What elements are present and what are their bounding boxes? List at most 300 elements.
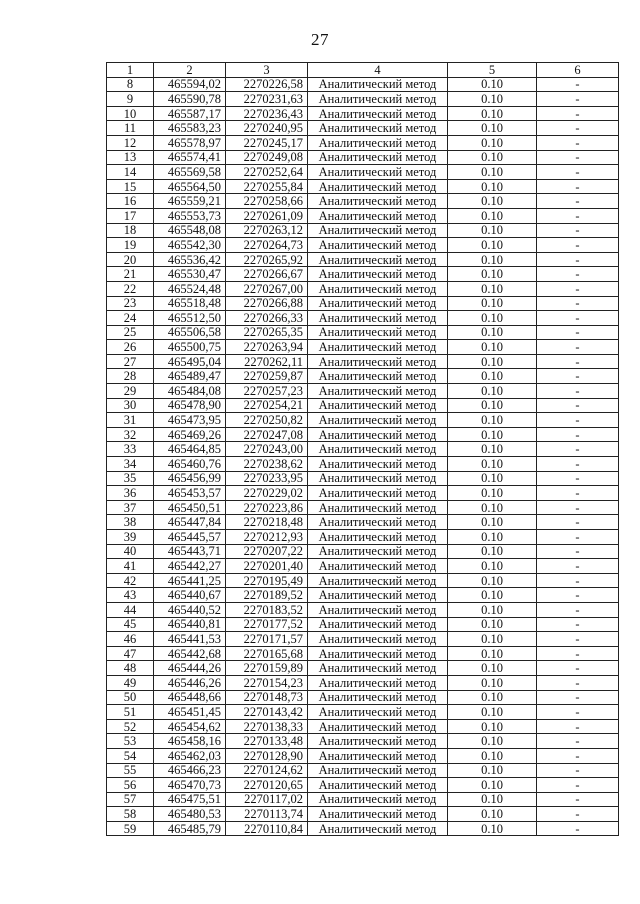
note-cell: - xyxy=(537,617,619,632)
table-row xyxy=(107,121,619,136)
point-number-cell: 53 xyxy=(107,734,154,749)
x-coordinate-cell: 465569,58 xyxy=(154,165,226,180)
y-coordinate-cell: 2270165,68 xyxy=(226,646,308,661)
table-row xyxy=(107,267,619,282)
method-cell: Аналитический метод xyxy=(308,675,448,690)
page-number: 27 xyxy=(311,30,329,49)
y-coordinate-cell: 2270245,17 xyxy=(226,135,308,150)
point-number-cell: 45 xyxy=(107,617,154,632)
method-cell: Аналитический метод xyxy=(308,821,448,836)
point-number-cell: 18 xyxy=(107,223,154,238)
y-coordinate-cell: 2270262,11 xyxy=(226,354,308,369)
x-coordinate-cell: 465456,99 xyxy=(154,471,226,486)
method-cell: Аналитический метод xyxy=(308,632,448,647)
note-cell: - xyxy=(537,719,619,734)
method-cell: Аналитический метод xyxy=(308,194,448,209)
accuracy-cell: 0.10 xyxy=(448,807,537,822)
table-row xyxy=(107,748,619,763)
accuracy-cell: 0.10 xyxy=(448,705,537,720)
y-coordinate-cell: 2270258,66 xyxy=(226,194,308,209)
point-number-cell: 49 xyxy=(107,675,154,690)
table-row xyxy=(107,281,619,296)
method-cell: Аналитический метод xyxy=(308,427,448,442)
y-coordinate-cell: 2270263,94 xyxy=(226,340,308,355)
y-coordinate-cell: 2270218,48 xyxy=(226,515,308,530)
accuracy-cell: 0.10 xyxy=(448,675,537,690)
note-cell: - xyxy=(537,267,619,282)
table-row xyxy=(107,763,619,778)
accuracy-cell: 0.10 xyxy=(448,252,537,267)
y-coordinate-cell: 2270189,52 xyxy=(226,588,308,603)
point-number-cell: 37 xyxy=(107,500,154,515)
x-coordinate-cell: 465478,90 xyxy=(154,398,226,413)
y-coordinate-cell: 2270266,33 xyxy=(226,311,308,326)
x-coordinate-cell: 465548,08 xyxy=(154,223,226,238)
accuracy-cell: 0.10 xyxy=(448,457,537,472)
y-coordinate-cell: 2270265,92 xyxy=(226,252,308,267)
table-row xyxy=(107,106,619,121)
point-number-cell: 40 xyxy=(107,544,154,559)
accuracy-cell: 0.10 xyxy=(448,778,537,793)
point-number-cell: 58 xyxy=(107,807,154,822)
method-cell: Аналитический метод xyxy=(308,778,448,793)
y-coordinate-cell: 2270143,42 xyxy=(226,705,308,720)
x-coordinate-cell: 465444,26 xyxy=(154,661,226,676)
point-number-cell: 38 xyxy=(107,515,154,530)
method-cell: Аналитический метод xyxy=(308,617,448,632)
x-coordinate-cell: 465485,79 xyxy=(154,821,226,836)
note-cell: - xyxy=(537,544,619,559)
note-cell: - xyxy=(537,530,619,545)
method-cell: Аналитический метод xyxy=(308,544,448,559)
note-cell: - xyxy=(537,646,619,661)
point-number-cell: 52 xyxy=(107,719,154,734)
table-row xyxy=(107,705,619,720)
table-row xyxy=(107,442,619,457)
x-coordinate-cell: 465453,57 xyxy=(154,486,226,501)
x-coordinate-cell: 465518,48 xyxy=(154,296,226,311)
y-coordinate-cell: 2270223,86 xyxy=(226,500,308,515)
y-coordinate-cell: 2270255,84 xyxy=(226,179,308,194)
y-coordinate-cell: 2270110,84 xyxy=(226,821,308,836)
method-cell: Аналитический метод xyxy=(308,369,448,384)
point-number-cell: 55 xyxy=(107,763,154,778)
note-cell: - xyxy=(537,734,619,749)
x-coordinate-cell: 465578,97 xyxy=(154,135,226,150)
accuracy-cell: 0.10 xyxy=(448,165,537,180)
table-row xyxy=(107,77,619,92)
y-coordinate-cell: 2270226,58 xyxy=(226,77,308,92)
note-cell: - xyxy=(537,763,619,778)
point-number-cell: 22 xyxy=(107,281,154,296)
note-cell: - xyxy=(537,792,619,807)
note-cell: - xyxy=(537,252,619,267)
x-coordinate-cell: 465542,30 xyxy=(154,238,226,253)
column-header: 6 xyxy=(537,63,619,78)
accuracy-cell: 0.10 xyxy=(448,340,537,355)
x-coordinate-cell: 465536,42 xyxy=(154,252,226,267)
x-coordinate-cell: 465458,16 xyxy=(154,734,226,749)
x-coordinate-cell: 465530,47 xyxy=(154,267,226,282)
accuracy-cell: 0.10 xyxy=(448,471,537,486)
y-coordinate-cell: 2270159,89 xyxy=(226,661,308,676)
point-number-cell: 54 xyxy=(107,748,154,763)
y-coordinate-cell: 2270124,62 xyxy=(226,763,308,778)
point-number-cell: 43 xyxy=(107,588,154,603)
table-row xyxy=(107,690,619,705)
table-row xyxy=(107,311,619,326)
x-coordinate-cell: 465464,85 xyxy=(154,442,226,457)
point-number-cell: 32 xyxy=(107,427,154,442)
table-row xyxy=(107,398,619,413)
accuracy-cell: 0.10 xyxy=(448,632,537,647)
accuracy-cell: 0.10 xyxy=(448,588,537,603)
note-cell: - xyxy=(537,223,619,238)
y-coordinate-cell: 2270240,95 xyxy=(226,121,308,136)
y-coordinate-cell: 2270249,08 xyxy=(226,150,308,165)
y-coordinate-cell: 2270267,00 xyxy=(226,281,308,296)
method-cell: Аналитический метод xyxy=(308,179,448,194)
point-number-cell: 17 xyxy=(107,208,154,223)
note-cell: - xyxy=(537,602,619,617)
point-number-cell: 36 xyxy=(107,486,154,501)
accuracy-cell: 0.10 xyxy=(448,559,537,574)
method-cell: Аналитический метод xyxy=(308,719,448,734)
x-coordinate-cell: 465440,81 xyxy=(154,617,226,632)
note-cell: - xyxy=(537,165,619,180)
point-number-cell: 47 xyxy=(107,646,154,661)
note-cell: - xyxy=(537,690,619,705)
x-coordinate-cell: 465447,84 xyxy=(154,515,226,530)
point-number-cell: 20 xyxy=(107,252,154,267)
table-row xyxy=(107,632,619,647)
note-cell: - xyxy=(537,150,619,165)
point-number-cell: 8 xyxy=(107,77,154,92)
method-cell: Аналитический метод xyxy=(308,135,448,150)
method-cell: Аналитический метод xyxy=(308,238,448,253)
point-number-cell: 13 xyxy=(107,150,154,165)
note-cell: - xyxy=(537,179,619,194)
note-cell: - xyxy=(537,500,619,515)
method-cell: Аналитический метод xyxy=(308,486,448,501)
y-coordinate-cell: 2270177,52 xyxy=(226,617,308,632)
y-coordinate-cell: 2270252,64 xyxy=(226,165,308,180)
point-number-cell: 25 xyxy=(107,325,154,340)
y-coordinate-cell: 2270250,82 xyxy=(226,413,308,428)
method-cell: Аналитический метод xyxy=(308,661,448,676)
accuracy-cell: 0.10 xyxy=(448,354,537,369)
point-number-cell: 30 xyxy=(107,398,154,413)
method-cell: Аналитический метод xyxy=(308,208,448,223)
column-header: 2 xyxy=(154,63,226,78)
y-coordinate-cell: 2270113,74 xyxy=(226,807,308,822)
note-cell: - xyxy=(537,384,619,399)
method-cell: Аналитический метод xyxy=(308,384,448,399)
accuracy-cell: 0.10 xyxy=(448,792,537,807)
table-row xyxy=(107,135,619,150)
x-coordinate-cell: 465506,58 xyxy=(154,325,226,340)
method-cell: Аналитический метод xyxy=(308,588,448,603)
y-coordinate-cell: 2270259,87 xyxy=(226,369,308,384)
method-cell: Аналитический метод xyxy=(308,442,448,457)
x-coordinate-cell: 465443,71 xyxy=(154,544,226,559)
point-number-cell: 42 xyxy=(107,573,154,588)
method-cell: Аналитический метод xyxy=(308,471,448,486)
table-row xyxy=(107,325,619,340)
x-coordinate-cell: 465462,03 xyxy=(154,748,226,763)
table-row xyxy=(107,486,619,501)
note-cell: - xyxy=(537,208,619,223)
table-row xyxy=(107,223,619,238)
table-row xyxy=(107,500,619,515)
point-number-cell: 56 xyxy=(107,778,154,793)
accuracy-cell: 0.10 xyxy=(448,646,537,661)
method-cell: Аналитический метод xyxy=(308,573,448,588)
note-cell: - xyxy=(537,515,619,530)
x-coordinate-cell: 465454,62 xyxy=(154,719,226,734)
note-cell: - xyxy=(537,121,619,136)
table-row xyxy=(107,179,619,194)
x-coordinate-cell: 465574,41 xyxy=(154,150,226,165)
x-coordinate-cell: 465594,02 xyxy=(154,77,226,92)
column-header: 4 xyxy=(308,63,448,78)
column-header: 1 xyxy=(107,63,154,78)
accuracy-cell: 0.10 xyxy=(448,821,537,836)
y-coordinate-cell: 2270261,09 xyxy=(226,208,308,223)
note-cell: - xyxy=(537,588,619,603)
y-coordinate-cell: 2270238,62 xyxy=(226,457,308,472)
x-coordinate-cell: 465440,52 xyxy=(154,602,226,617)
note-cell: - xyxy=(537,675,619,690)
method-cell: Аналитический метод xyxy=(308,267,448,282)
point-number-cell: 15 xyxy=(107,179,154,194)
accuracy-cell: 0.10 xyxy=(448,384,537,399)
note-cell: - xyxy=(537,311,619,326)
method-cell: Аналитический метод xyxy=(308,690,448,705)
method-cell: Аналитический метод xyxy=(308,354,448,369)
point-number-cell: 31 xyxy=(107,413,154,428)
method-cell: Аналитический метод xyxy=(308,646,448,661)
point-number-cell: 34 xyxy=(107,457,154,472)
method-cell: Аналитический метод xyxy=(308,559,448,574)
method-cell: Аналитический метод xyxy=(308,311,448,326)
point-number-cell: 14 xyxy=(107,165,154,180)
y-coordinate-cell: 2270257,23 xyxy=(226,384,308,399)
note-cell: - xyxy=(537,471,619,486)
note-cell: - xyxy=(537,457,619,472)
x-coordinate-cell: 465446,26 xyxy=(154,675,226,690)
accuracy-cell: 0.10 xyxy=(448,267,537,282)
x-coordinate-cell: 465440,67 xyxy=(154,588,226,603)
note-cell: - xyxy=(537,106,619,121)
x-coordinate-cell: 465450,51 xyxy=(154,500,226,515)
accuracy-cell: 0.10 xyxy=(448,602,537,617)
method-cell: Аналитический метод xyxy=(308,296,448,311)
accuracy-cell: 0.10 xyxy=(448,121,537,136)
x-coordinate-cell: 465442,68 xyxy=(154,646,226,661)
table-row xyxy=(107,413,619,428)
point-number-cell: 39 xyxy=(107,530,154,545)
x-coordinate-cell: 465583,23 xyxy=(154,121,226,136)
x-coordinate-cell: 465475,51 xyxy=(154,792,226,807)
point-number-cell: 26 xyxy=(107,340,154,355)
note-cell: - xyxy=(537,661,619,676)
point-number-cell: 9 xyxy=(107,92,154,107)
point-number-cell: 28 xyxy=(107,369,154,384)
y-coordinate-cell: 2270183,52 xyxy=(226,602,308,617)
table-row xyxy=(107,661,619,676)
table-row xyxy=(107,165,619,180)
method-cell: Аналитический метод xyxy=(308,705,448,720)
point-number-cell: 57 xyxy=(107,792,154,807)
x-coordinate-cell: 465445,57 xyxy=(154,530,226,545)
table-row xyxy=(107,194,619,209)
method-cell: Аналитический метод xyxy=(308,734,448,749)
accuracy-cell: 0.10 xyxy=(448,223,537,238)
y-coordinate-cell: 2270229,02 xyxy=(226,486,308,501)
table-row xyxy=(107,602,619,617)
table-row xyxy=(107,778,619,793)
note-cell: - xyxy=(537,238,619,253)
method-cell: Аналитический метод xyxy=(308,807,448,822)
accuracy-cell: 0.10 xyxy=(448,734,537,749)
y-coordinate-cell: 2270207,22 xyxy=(226,544,308,559)
x-coordinate-cell: 465466,23 xyxy=(154,763,226,778)
method-cell: Аналитический метод xyxy=(308,763,448,778)
method-cell: Аналитический метод xyxy=(308,457,448,472)
method-cell: Аналитический метод xyxy=(308,150,448,165)
y-coordinate-cell: 2270266,88 xyxy=(226,296,308,311)
y-coordinate-cell: 2270231,63 xyxy=(226,92,308,107)
column-header: 5 xyxy=(448,63,537,78)
note-cell: - xyxy=(537,413,619,428)
point-number-cell: 50 xyxy=(107,690,154,705)
point-number-cell: 59 xyxy=(107,821,154,836)
table-row xyxy=(107,573,619,588)
note-cell: - xyxy=(537,486,619,501)
table-row xyxy=(107,821,619,836)
x-coordinate-cell: 465512,50 xyxy=(154,311,226,326)
table-row xyxy=(107,92,619,107)
note-cell: - xyxy=(537,354,619,369)
accuracy-cell: 0.10 xyxy=(448,427,537,442)
method-cell: Аналитический метод xyxy=(308,515,448,530)
accuracy-cell: 0.10 xyxy=(448,238,537,253)
point-number-cell: 11 xyxy=(107,121,154,136)
note-cell: - xyxy=(537,135,619,150)
table-row xyxy=(107,559,619,574)
accuracy-cell: 0.10 xyxy=(448,135,537,150)
y-coordinate-cell: 2270195,49 xyxy=(226,573,308,588)
accuracy-cell: 0.10 xyxy=(448,311,537,326)
point-number-cell: 33 xyxy=(107,442,154,457)
point-number-cell: 51 xyxy=(107,705,154,720)
point-number-cell: 23 xyxy=(107,296,154,311)
x-coordinate-cell: 465470,73 xyxy=(154,778,226,793)
point-number-cell: 16 xyxy=(107,194,154,209)
accuracy-cell: 0.10 xyxy=(448,208,537,223)
table-row xyxy=(107,471,619,486)
y-coordinate-cell: 2270201,40 xyxy=(226,559,308,574)
accuracy-cell: 0.10 xyxy=(448,515,537,530)
table-row xyxy=(107,646,619,661)
x-coordinate-cell: 465495,04 xyxy=(154,354,226,369)
y-coordinate-cell: 2270233,95 xyxy=(226,471,308,486)
note-cell: - xyxy=(537,573,619,588)
table-row xyxy=(107,340,619,355)
y-coordinate-cell: 2270154,23 xyxy=(226,675,308,690)
y-coordinate-cell: 2270247,08 xyxy=(226,427,308,442)
point-number-cell: 44 xyxy=(107,602,154,617)
method-cell: Аналитический метод xyxy=(308,602,448,617)
method-cell: Аналитический метод xyxy=(308,165,448,180)
method-cell: Аналитический метод xyxy=(308,77,448,92)
table-row xyxy=(107,675,619,690)
accuracy-cell: 0.10 xyxy=(448,92,537,107)
note-cell: - xyxy=(537,194,619,209)
point-number-cell: 48 xyxy=(107,661,154,676)
table-row xyxy=(107,252,619,267)
accuracy-cell: 0.10 xyxy=(448,442,537,457)
point-number-cell: 41 xyxy=(107,559,154,574)
x-coordinate-cell: 465442,27 xyxy=(154,559,226,574)
note-cell: - xyxy=(537,559,619,574)
table-row xyxy=(107,384,619,399)
note-cell: - xyxy=(537,632,619,647)
accuracy-cell: 0.10 xyxy=(448,194,537,209)
y-coordinate-cell: 2270254,21 xyxy=(226,398,308,413)
method-cell: Аналитический метод xyxy=(308,340,448,355)
accuracy-cell: 0.10 xyxy=(448,661,537,676)
y-coordinate-cell: 2270128,90 xyxy=(226,748,308,763)
note-cell: - xyxy=(537,398,619,413)
method-cell: Аналитический метод xyxy=(308,413,448,428)
method-cell: Аналитический метод xyxy=(308,92,448,107)
accuracy-cell: 0.10 xyxy=(448,690,537,705)
note-cell: - xyxy=(537,807,619,822)
method-cell: Аналитический метод xyxy=(308,223,448,238)
accuracy-cell: 0.10 xyxy=(448,573,537,588)
accuracy-cell: 0.10 xyxy=(448,748,537,763)
point-number-cell: 21 xyxy=(107,267,154,282)
y-coordinate-cell: 2270133,48 xyxy=(226,734,308,749)
column-header: 3 xyxy=(226,63,308,78)
table-row xyxy=(107,354,619,369)
x-coordinate-cell: 465469,26 xyxy=(154,427,226,442)
table-row xyxy=(107,792,619,807)
table-header-row xyxy=(107,63,619,78)
method-cell: Аналитический метод xyxy=(308,530,448,545)
accuracy-cell: 0.10 xyxy=(448,398,537,413)
note-cell: - xyxy=(537,369,619,384)
y-coordinate-cell: 2270265,35 xyxy=(226,325,308,340)
method-cell: Аналитический метод xyxy=(308,325,448,340)
note-cell: - xyxy=(537,427,619,442)
table-row xyxy=(107,719,619,734)
x-coordinate-cell: 465564,50 xyxy=(154,179,226,194)
table-row xyxy=(107,296,619,311)
method-cell: Аналитический метод xyxy=(308,281,448,296)
method-cell: Аналитический метод xyxy=(308,106,448,121)
y-coordinate-cell: 2270263,12 xyxy=(226,223,308,238)
method-cell: Аналитический метод xyxy=(308,121,448,136)
point-number-cell: 12 xyxy=(107,135,154,150)
y-coordinate-cell: 2270264,73 xyxy=(226,238,308,253)
note-cell: - xyxy=(537,821,619,836)
accuracy-cell: 0.10 xyxy=(448,106,537,121)
x-coordinate-cell: 465441,53 xyxy=(154,632,226,647)
note-cell: - xyxy=(537,296,619,311)
